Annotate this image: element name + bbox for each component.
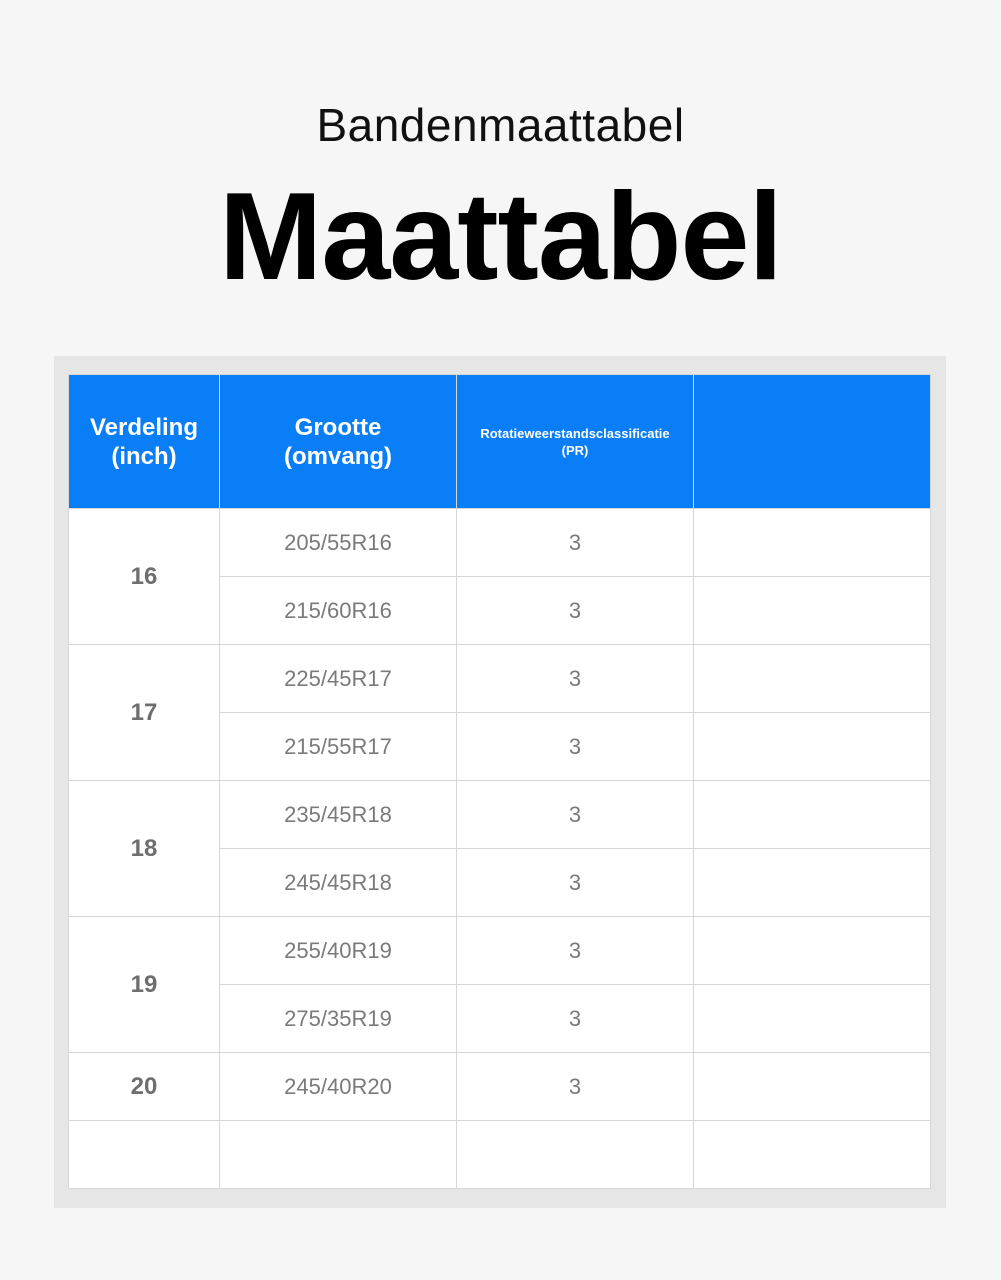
empty-cell xyxy=(694,509,931,577)
diameter-cell: 20 xyxy=(69,1053,220,1121)
empty-cell xyxy=(694,849,931,917)
header-pr-line2: (PR) xyxy=(561,442,589,458)
empty-cell xyxy=(694,985,931,1053)
empty-cell xyxy=(694,1121,931,1189)
table-row xyxy=(69,1053,931,1121)
pr-cell: 3 xyxy=(457,985,694,1053)
diameter-cell: 17 xyxy=(69,645,220,781)
empty-cell xyxy=(694,577,931,645)
empty-cell xyxy=(694,1053,931,1121)
header-diameter-line1: Verdeling xyxy=(89,413,199,441)
pr-cell: 3 xyxy=(457,713,694,781)
pr-cell: 3 xyxy=(457,645,694,713)
diameter-cell: 18 xyxy=(69,781,220,917)
size-cell: 215/55R17 xyxy=(220,713,457,781)
pr-cell: 3 xyxy=(457,849,694,917)
table-row xyxy=(69,509,931,577)
empty-cell xyxy=(69,1121,220,1189)
empty-cell xyxy=(220,1121,457,1189)
header-pr-line1: Rotatieweerstandsclassificatie xyxy=(480,425,670,441)
table-row-empty xyxy=(69,1121,931,1189)
size-cell: 205/55R16 xyxy=(220,509,457,577)
empty-cell xyxy=(457,1121,694,1189)
empty-cell xyxy=(694,781,931,849)
table-row xyxy=(69,917,931,985)
size-cell: 245/45R18 xyxy=(220,849,457,917)
header-diameter-line2: (inch) xyxy=(111,442,177,470)
table-row xyxy=(69,781,931,849)
diameter-cell: 16 xyxy=(69,509,220,645)
size-cell: 245/40R20 xyxy=(220,1053,457,1121)
header-size-line1: Grootte xyxy=(294,413,382,441)
tire-size-table xyxy=(68,374,931,1189)
header-size xyxy=(220,375,457,509)
pr-cell: 3 xyxy=(457,1053,694,1121)
header-size-line2: (omvang) xyxy=(284,442,392,470)
empty-cell xyxy=(694,713,931,781)
header-pr xyxy=(457,375,694,509)
size-cell: 225/45R17 xyxy=(220,645,457,713)
size-cell: 235/45R18 xyxy=(220,781,457,849)
page-subtitle: Bandenmaattabel xyxy=(316,99,685,151)
header-diameter xyxy=(69,375,220,509)
size-cell: 215/60R16 xyxy=(220,577,457,645)
pr-cell: 3 xyxy=(457,509,694,577)
header-empty xyxy=(694,375,931,509)
size-cell: 275/35R19 xyxy=(220,985,457,1053)
table-row xyxy=(69,645,931,713)
pr-cell: 3 xyxy=(457,577,694,645)
empty-cell xyxy=(694,645,931,713)
diameter-cell: 19 xyxy=(69,917,220,1053)
size-cell: 255/40R19 xyxy=(220,917,457,985)
table-header-row xyxy=(69,375,931,509)
pr-cell: 3 xyxy=(457,781,694,849)
page-title: Maattabel xyxy=(219,168,782,306)
pr-cell: 3 xyxy=(457,917,694,985)
empty-cell xyxy=(694,917,931,985)
